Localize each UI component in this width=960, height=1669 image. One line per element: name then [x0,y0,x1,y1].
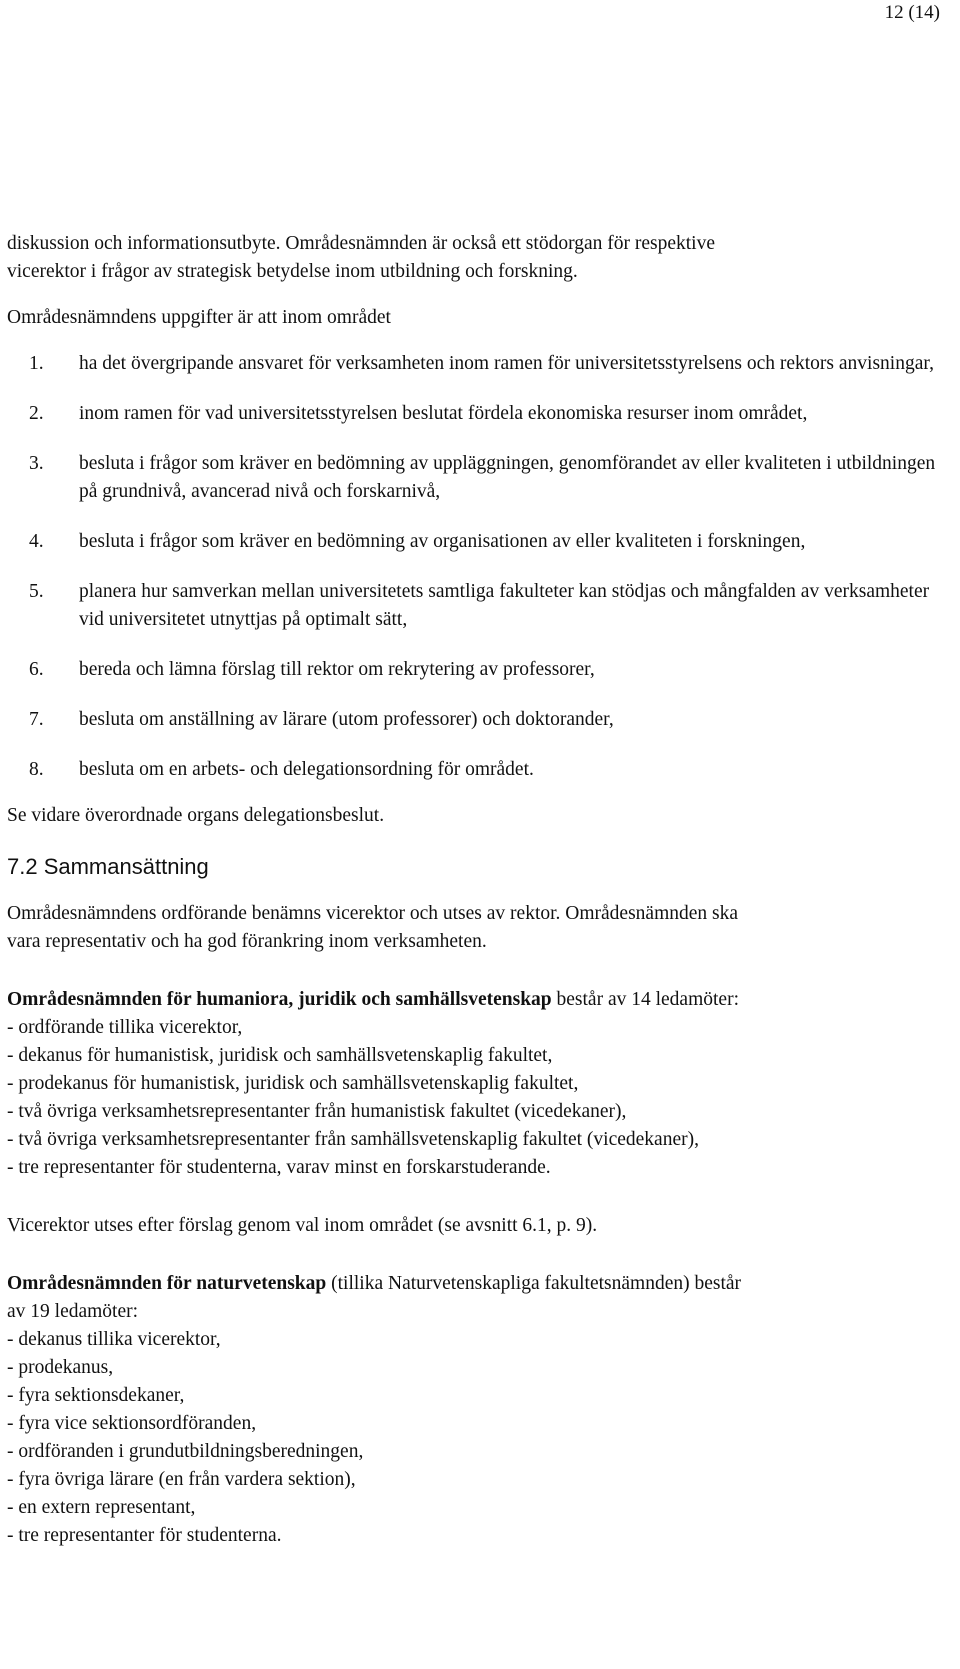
list-item-number: 1. [29,353,44,374]
list-item: - ordföranden i grundutbildningsberedningen, [7,1441,364,1462]
list-item [7,706,952,734]
list-item-text: besluta i frågor som kräver en bedömning av uppläggningen, genomförandet av eller kvaliteten i utbildningen på grundnivå, avancerad nivå och forskarnivå, [79,453,936,502]
list-item [7,656,952,684]
list-item-number: 6. [29,659,44,680]
list-item: - två övriga verksamhetsrepresentanter från humanistisk fakultet (vicedekaner), [7,1101,627,1122]
board-nat-title-line-2: av 19 ledamöter: [7,1301,139,1322]
board-nat-title-rest: (tillika Naturvetenskapliga fakultetsnämnden) består [326,1273,742,1294]
section-heading: 7.2 Sammansättning [7,854,209,879]
board-nat-members [7,1326,952,1550]
list-item: - ordförande tillika vicerektor, [7,1017,243,1038]
list-item-text: bereda och lämna förslag till rektor om rekrytering av professorer, [79,659,595,680]
list-item: - dekanus tillika vicerektor, [7,1329,221,1350]
list-item-number: 3. [29,453,44,474]
list-item: - två övriga verksamhetsrepresentanter från samhällsvetenskaplig fakultet (vicedekaner), [7,1129,699,1150]
list-item: - tre representanter för studenterna. [7,1525,282,1546]
board-hum-title [7,986,952,1014]
section-intro-line-2: vara representativ och ha god förankring inom verksamheten. [7,931,487,952]
section-intro-line-1: Områdesnämndens ordförande benämns vicerektor och utses av rektor. Områdesnämnden ska [7,903,739,924]
list-item [7,400,952,428]
list-item-text: besluta om en arbets- och delegationsordning för området. [79,759,534,780]
list-item-text: inom ramen för vad universitetsstyrelsen beslutat fördela ekonomiska resurser inom området, [79,403,808,424]
list-item: - fyra sektionsdekaner, [7,1385,185,1406]
list-item-text: planera hur samverkan mellan universitetets samtliga fakulteter kan stödjas och mångfalden av verksamheter vid universitetet utnyttjas på optimalt sätt, [79,581,930,630]
board-hum-title-rest: består av 14 ledamöter: [551,989,739,1010]
intro-line-1: diskussion och informationsutbyte. Områdesnämnden är också ett stödorgan för respektive [7,233,715,254]
list-item: - prodekanus, [7,1357,114,1378]
list-item: - en extern representant, [7,1497,196,1518]
intro-line-2: vicerektor i frågor av strategisk betydelse inom utbildning och forskning. [7,261,578,282]
list-item: - fyra övriga lärare (en från vardera sektion), [7,1469,356,1490]
list-item-text: besluta om anställning av lärare (utom professorer) och doktorander, [79,709,614,730]
tasks-lead: Områdesnämndens uppgifter är att inom området [7,307,391,328]
list-item-number: 5. [29,581,44,602]
list-item [7,528,952,556]
list-item-number: 2. [29,403,44,424]
list-item: - fyra vice sektionsordföranden, [7,1413,257,1434]
list-item-number: 8. [29,759,44,780]
board-hum-title-bold: Områdesnämnden för humaniora, juridik och samhällsvetenskap [7,989,552,1010]
list-item: - dekanus för humanistisk, juridisk och samhällsvetenskaplig fakultet, [7,1045,553,1066]
list-item-number: 7. [29,709,44,730]
list-item-text: ha det övergripande ansvaret för verksamheten inom ramen för universitetsstyrelsens och rektors anvisningar, [79,353,934,374]
tasks-footer: Se vidare överordnade organs delegationsbeslut. [7,805,385,826]
list-item: - prodekanus för humanistisk, juridisk och samhällsvetenskaplig fakultet, [7,1073,579,1094]
board-nat-title-bold: Områdesnämnden för naturvetenskap [7,1273,327,1294]
page-number: 12 (14) [884,2,940,23]
board-nat-title [7,1270,952,1298]
board-hum-note: Vicerektor utses efter förslag genom val inom området (se avsnitt 6.1, p. 9). [7,1215,598,1236]
list-item [7,350,952,378]
list-item [7,578,952,634]
board-hum-members [7,1014,952,1182]
list-item [7,450,952,506]
list-item: - tre representanter för studenterna, varav minst en forskarstuderande. [7,1157,551,1178]
list-item-number: 4. [29,531,44,552]
list-item-text: besluta i frågor som kräver en bedömning av organisationen av eller kvaliteten i forskningen, [79,531,806,552]
tasks-list [7,350,952,784]
list-item [7,756,952,784]
document-body [7,230,952,1550]
